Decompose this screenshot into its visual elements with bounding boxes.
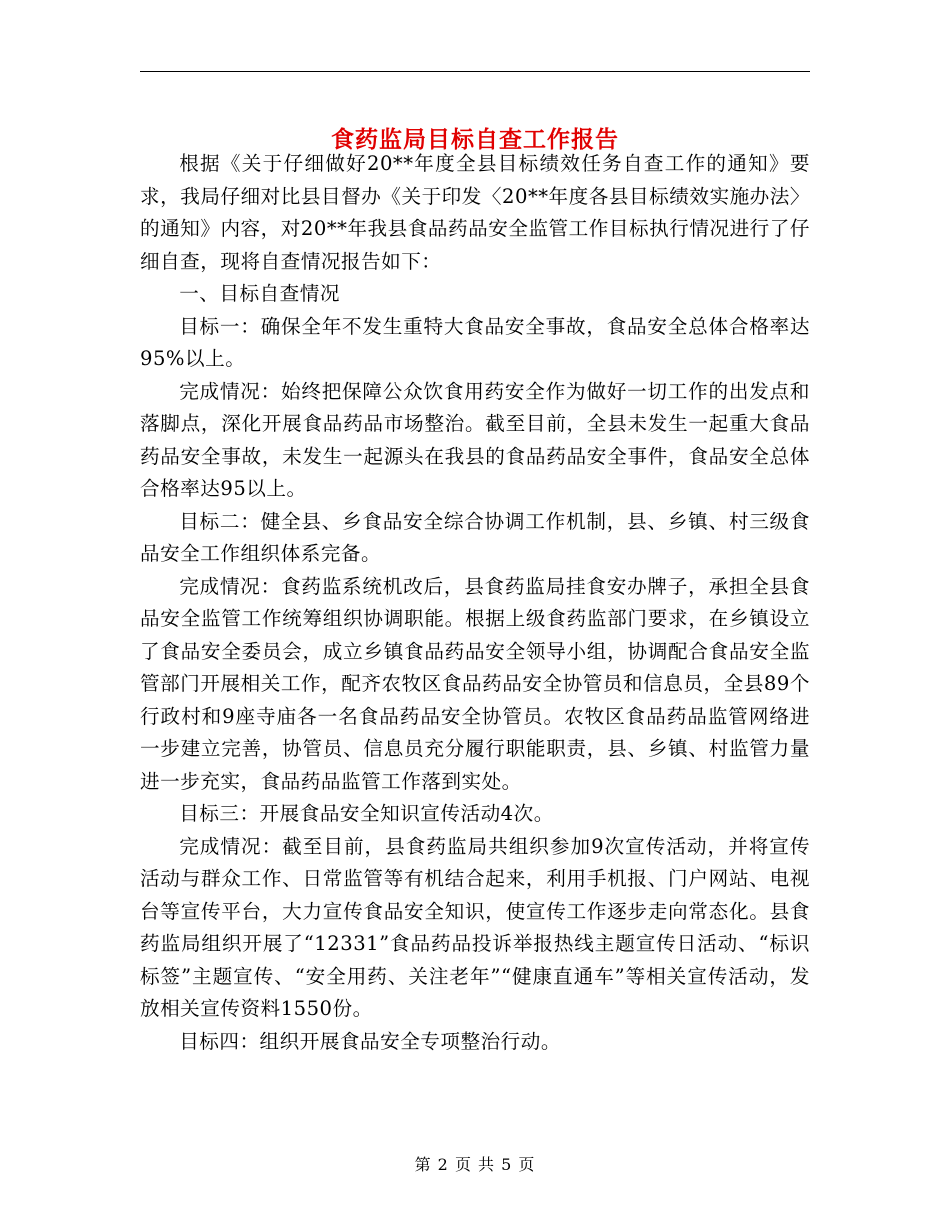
- target-two-result: 完成情况：食药监系统机改后，县食药监局挂食安办牌子，承担全县食品安全监管工作统筹组织协调职能。根据上级食药监部门要求，在乡镇设立了食品安全委员会，成立乡镇食品药品安全领导小组，协调配合食品安全监管部门开展相关工作，配齐农牧区食品药品安全协管员和信息员，全县89个行政村和9座寺庙各一名食品药品安全协管员。农牧区食品药品监管网络进一步建立完善，协管员、信息员充分履行职能职责，县、乡镇、村监管力量进一步充实，食品药品监管工作落到实处。: [140, 574, 810, 793]
- target-one: 目标一：确保全年不发生重特大食品安全事故，食品安全总体合格率达95%以上。: [140, 314, 810, 370]
- target-four: 目标四：组织开展食品安全专项整治行动。: [179, 1029, 561, 1053]
- target-two: 目标二：健全县、乡食品安全综合协调工作机制，县、乡镇、村三级食品安全工作组织体系完备。: [140, 509, 810, 565]
- target-three-result: 完成情况：截至目前，县食药监局共组织参加9次宣传活动，并将宣传活动与群众工作、日常监管等有机结合起来，利用手机报、门户网站、电视台等宣传平台，大力宣传食品安全知识，使宣传工作逐步走向常态化。县食药监局组织开展了“12331”食品药品投诉举报热线主题宣传日活动、“标识标签”主题宣传、“安全用药、关注老年”“健康直通车”等相关宣传活动，发放相关宣传资料1550份。: [140, 834, 810, 1020]
- page-number: 第 2 页 共 5 页: [414, 1155, 536, 1174]
- section-heading: 一、目标自查情况: [179, 282, 340, 305]
- document-body: [140, 148, 810, 1058]
- target-three: 目标三：开展食品安全知识宣传活动4次。: [179, 802, 554, 825]
- target-one-result: 完成情况：始终把保障公众饮食用药安全作为做好一切工作的出发点和落脚点，深化开展食品药品市场整治。截至目前，全县未发生一起重大食品药品安全事故，未发生一起源头在我县的食品药品安全事件，食品安全总体合格率达95以上。: [140, 379, 810, 500]
- document-title: 食药监局目标自查工作报告: [331, 126, 619, 154]
- paragraph-intro: 根据《关于仔细做好20**年度全县目标绩效任务自查工作的通知》要求，我局仔细对比县目督办《关于印发〈20**年度各县目标绩效实施办法〉的通知》内容，对20**年我县食品药品安全监管工作目标执行情况进行了仔细自查，现将自查情况报告如下：: [140, 152, 810, 273]
- header-rule: [140, 71, 810, 72]
